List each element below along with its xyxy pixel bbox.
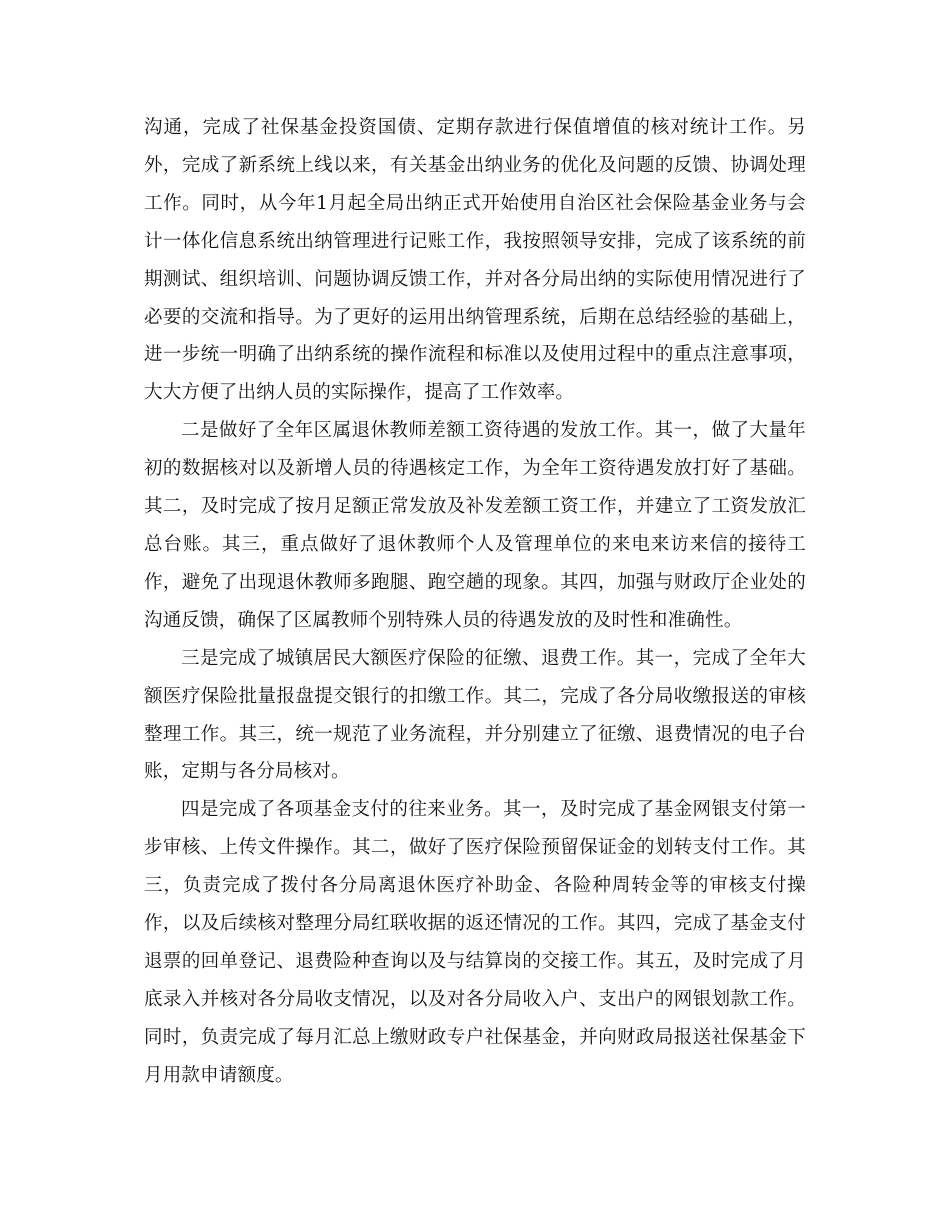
- document-body: [144, 109, 806, 1095]
- paragraph-3: 三是完成了城镇居民大额医疗保险的征缴、退费工作。其一，完成了全年大额医疗保险批量报盘提交银行的扣缴工作。其二，完成了各分局收缴报送的审核整理工作。其三，统一规范了业务流程，并分别建立了征缴、退费情况的电子台账，定期与各分局核对。: [144, 647, 806, 783]
- paragraph-2: 二是做好了全年区属退休教师差额工资待遇的发放工作。其一，做了大量年初的数据核对以及新增人员的待遇核定工作，为全年工资待遇发放打好了基础。其二，及时完成了按月足额正常发放及补发差额工资工作，并建立了工资发放汇总台账。其三，重点做好了退休教师个人及管理单位的来电来访来信的接待工作，避免了出现退休教师多跑腿、跑空趟的现象。其四，加强与财政厅企业处的沟通反馈，确保了区属教师个别特殊人员的待遇发放的及时性和准确性。: [144, 420, 806, 631]
- paragraph-1: 沟通，完成了社保基金投资国债、定期存款进行保值增值的核对统计工作。另外，完成了新系统上线以来，有关基金出纳业务的优化及问题的反馈、协调处理工作。同时，从今年1月起全局出纳正式开始使用自治区社会保险基金业务与会计一体化信息系统出纳管理进行记账工作，我按照领导安排，完成了该系统的前期测试、组织培训、问题协调反馈工作，并对各分局出纳的实际使用情况进行了必要的交流和指导。为了更好的运用出纳管理系统，后期在总结经验的基础上，进一步统一明确了出纳系统的操作流程和标准以及使用过程中的重点注意事项，大大方便了出纳人员的实际操作，提高了工作效率。: [144, 117, 806, 404]
- paragraph-4: 四是完成了各项基金支付的往来业务。其一，及时完成了基金网银支付第一步审核、上传文件操作。其二，做好了医疗保险预留保证金的划转支付工作。其三，负责完成了拨付各分局离退休医疗补助金、各险种周转金等的审核支付操作，以及后续核对整理分局红联收据的返还情况的工作。其四，完成了基金支付退票的回单登记、退费险种查询以及与结算岗的交接工作。其五，及时完成了月底录入并核对各分局收支情况，以及对各分局收入户、支出户的网银划款工作。同时，负责完成了每月汇总上缴财政专户社保基金，并向财政局报送社保基金下月用款申请额度。: [144, 799, 806, 1086]
